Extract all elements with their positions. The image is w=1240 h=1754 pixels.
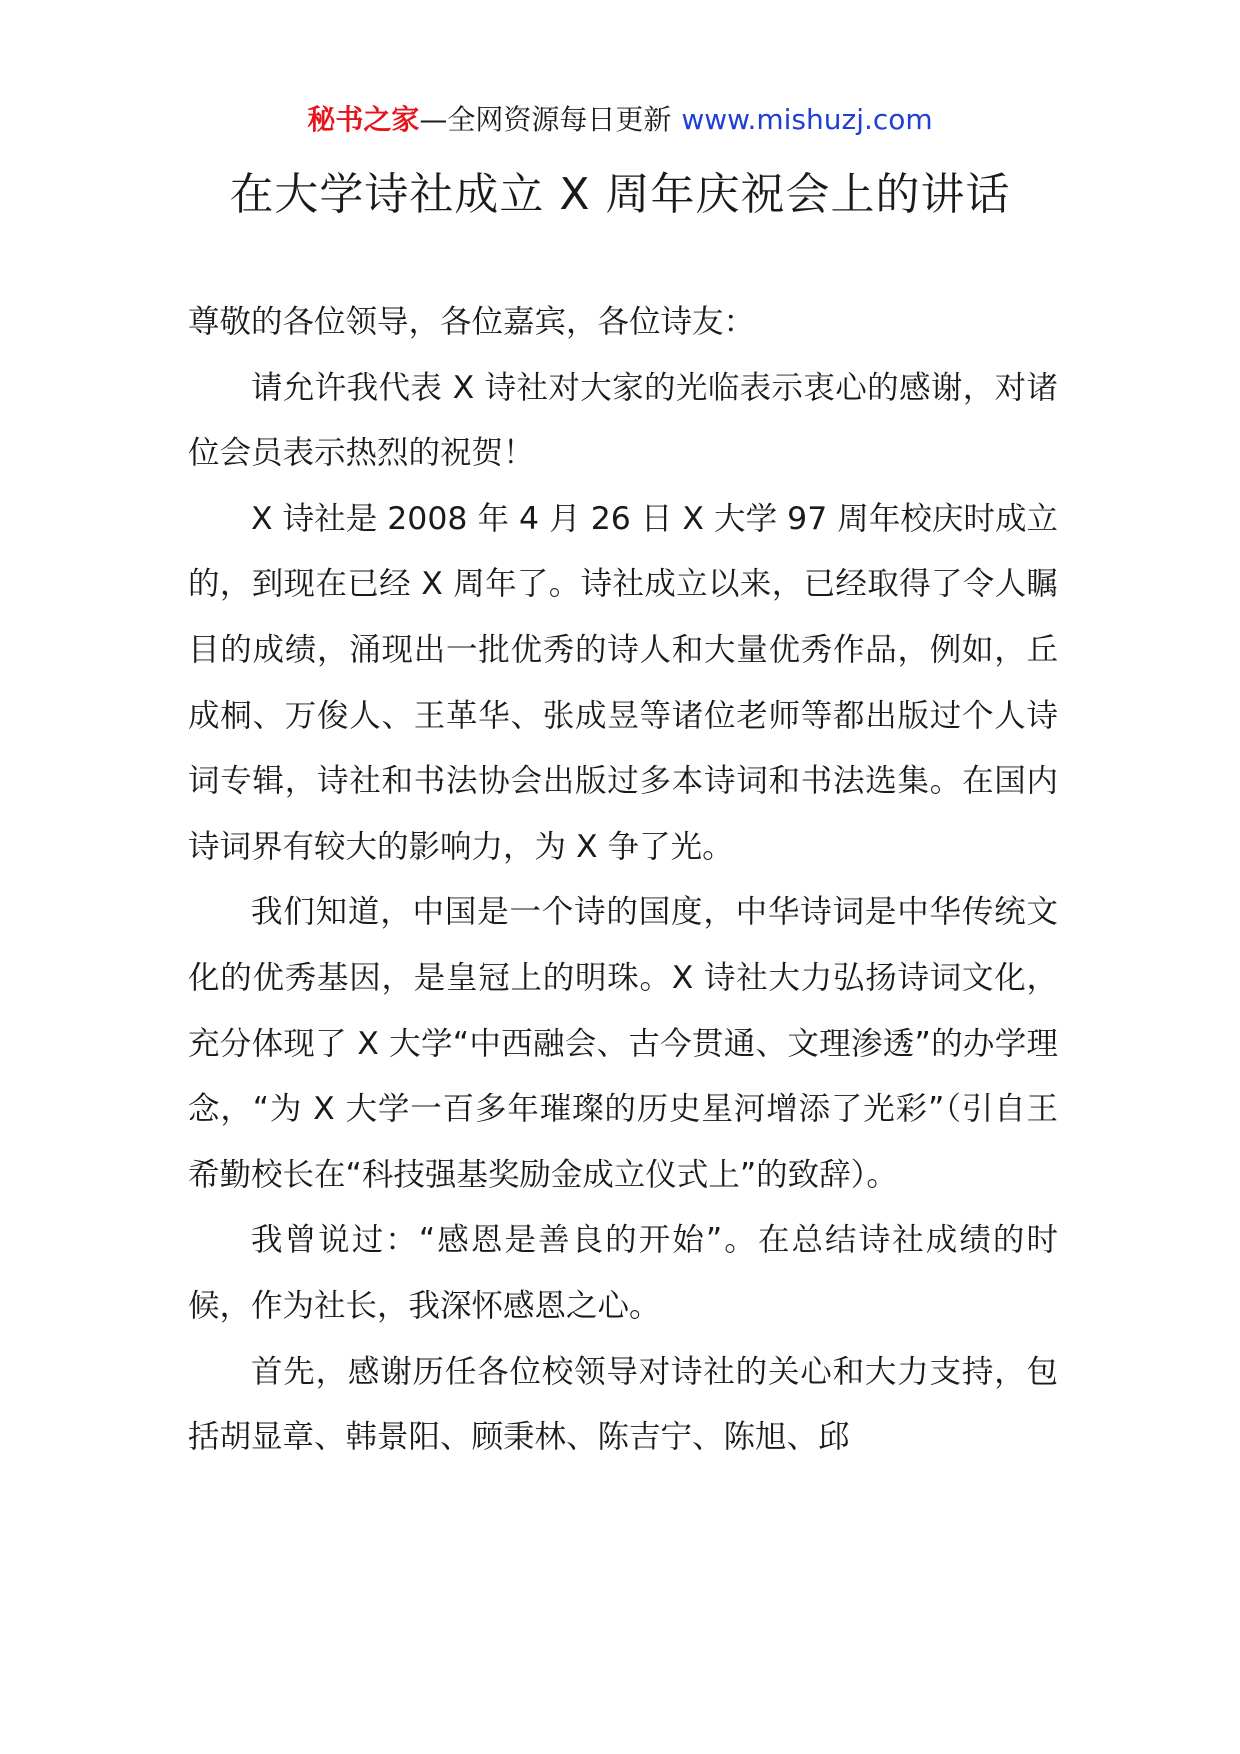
paragraph: X 诗社是 2008 年 4 月 26 日 X 大学 97 周年校庆时成立的，到现在已经 X 周年了。诗社成立以来，已经取得了令人瞩目的成绩，涌现出一批优秀的诗人和大量优秀作品，例如，丘成桐、万俊人、王革华、张成昱等诸位老师等都出版过个人诗词专辑，诗社和书法协会出版过多本诗词和书法选集。在国内诗词界有较大的影响力，为 X 争了光。 (188, 500, 1058, 865)
paragraph: 我曾说过：“感恩是善良的开始”。在总结诗社成绩的时候，作为社长，我深怀感恩之心。 (188, 1222, 1058, 1324)
header-tagline: —全网资源每日更新 (419, 103, 672, 136)
paragraph: 首先，感谢历任各位校领导对诗社的关心和大力支持，包括胡显章、韩景阳、顾秉林、陈吉宁、陈旭、邱 (188, 1353, 1058, 1456)
paragraph: 我们知道，中国是一个诗的国度，中华诗词是中华传统文化的优秀基因，是皇冠上的明珠。X 诗社大力弘扬诗词文化，充分体现了 X 大学“中西融会、古今贯通、文理渗透”的办学理念，“为 X 大学一百多年璀璨的历史星河增添了光彩”（引自王希勤校长在“科技强基奖励金成立仪式上”的致辞）。 (188, 894, 1058, 1193)
paragraph: 请允许我代表 X 诗社对大家的光临表示衷心的感谢，对诸位会员表示热烈的祝贺！ (188, 369, 1058, 472)
greeting-line: 尊敬的各位领导，各位嘉宾，各位诗友： (188, 304, 756, 340)
site-url-link[interactable]: www.mishuzj.com (681, 103, 933, 136)
document-body (188, 290, 1058, 1471)
brand-name: 秘书之家 (307, 103, 420, 136)
document-title: 在大学诗社成立 X 周年庆祝会上的讲话 (229, 169, 1011, 220)
site-header (0, 100, 1240, 140)
